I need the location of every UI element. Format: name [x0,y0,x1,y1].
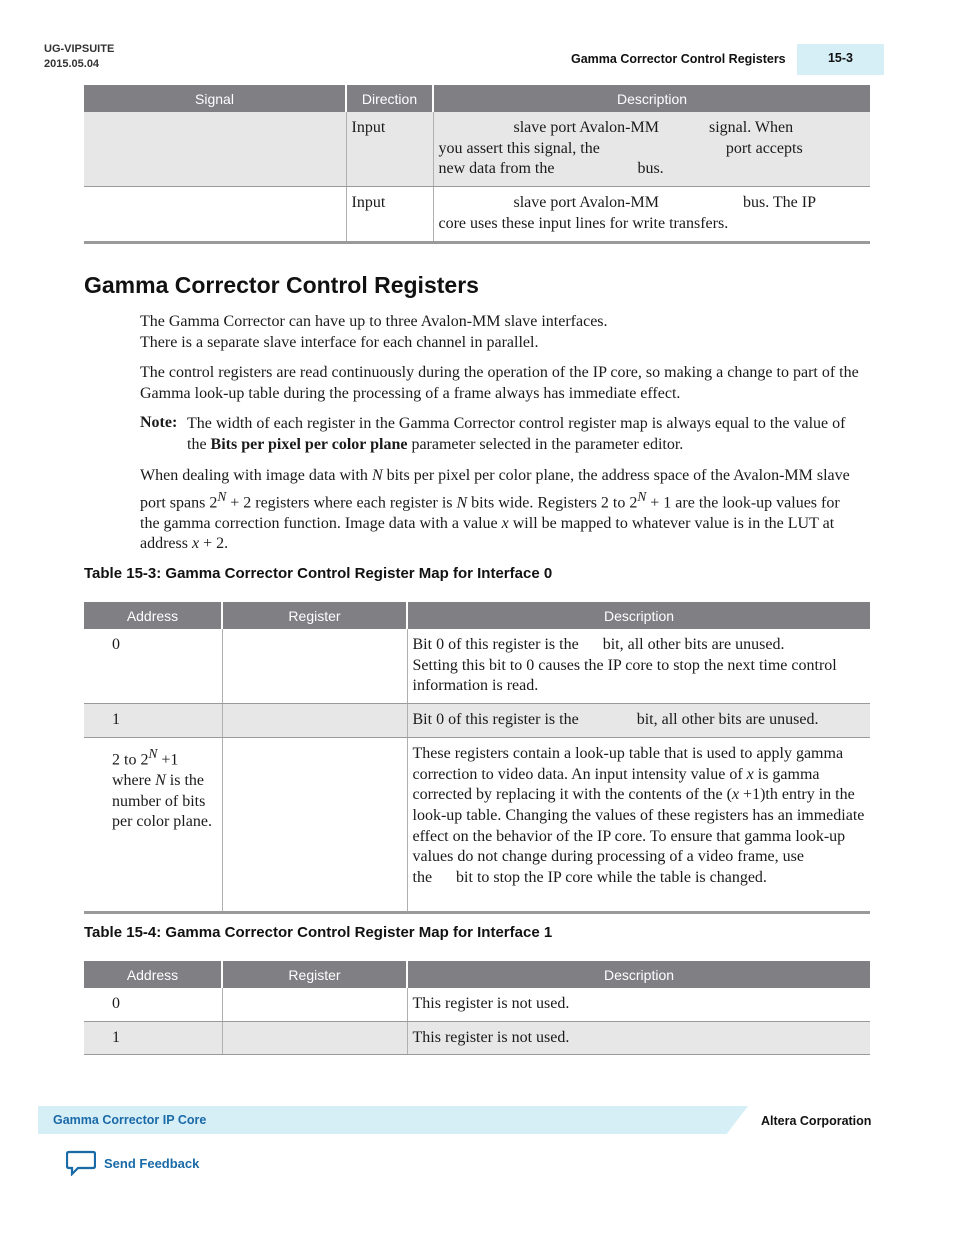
table-row [84,988,870,1021]
table-row [84,1021,870,1055]
table-row [84,737,870,912]
description-cell: Bit 0 of this register is the bit, all other bits are unused. [407,704,870,738]
note-text: The width of each register in the Gamma Corrector control register map is always equal to the value of the Bits per pixel per color plane parameter selected in the parameter editor. [187,415,846,453]
column-header: Description [433,85,870,112]
table-header-row [84,85,870,112]
direction-cell: Input [346,112,433,187]
control-registers-paragraph: The control registers are read continuously during the operation of the IP core, so making a change to part of the Gamma look-up table during the processing of a frame always has immediate effect. [140,364,859,402]
direction-cell: Input [346,187,433,242]
register-map-interface-0 [84,602,870,914]
address-cell: 0 [84,988,222,1021]
table-row [84,112,870,187]
signal-table [84,85,870,244]
speech-bubble-icon [66,1150,96,1176]
doc-id: UG-VIPSUITE [44,43,115,55]
register-cell [222,988,407,1021]
section-heading: Gamma Corrector Control Registers [84,272,479,298]
doc-header-meta [44,42,114,72]
table-row [84,187,870,242]
doc-date: 2015.05.04 [44,58,100,70]
address-cell: 2 to $2^N +1$ where N is the number of bits per color plane. [84,737,222,912]
footer-company: Altera Corporation [761,1114,872,1128]
table-header-row [84,602,870,629]
register-cell [222,737,407,912]
column-header: Description [407,961,870,988]
column-header: Direction [346,85,433,112]
column-header: Register [222,602,407,629]
intro-paragraph: The Gamma Corrector can have up to three Avalon-MM slave interfaces. There is a separate slave interface for each channel in parallel. [140,313,608,351]
description-cell: slave port Avalon-MM signal. When you assert this signal, the port accepts new data from the bus. [433,112,870,187]
register-cell [222,629,407,704]
address-cell: 1 [84,1021,222,1055]
running-section-title: Gamma Corrector Control Registers [571,52,786,66]
footer-chapter-link[interactable]: Gamma Corrector IP Core [53,1113,207,1127]
address-cell: 1 [84,704,222,738]
column-header: Register [222,961,407,988]
table-caption: Table 15-3: Gamma Corrector Control Register Map for Interface 0 [84,565,553,582]
description-cell: These registers contain a look-up table that is used to apply gamma correction to video data. An input intensity value of x is gamma corrected by replacing it with the contents of the (x +1)th entry in the look-up table. Changing the values of these registers has an immediate effect on the behavior of the IP core. To ensure that gamma look-up values do not change during processing of a video frame, use the bit to stop the IP core while the table is changed. [407,737,870,912]
column-header: Address [84,961,222,988]
column-header: Description [407,602,870,629]
page-number: 15-3 [797,44,884,75]
column-header: Signal [84,85,346,112]
description-cell: This register is not used. [407,1021,870,1055]
signal-cell [84,112,346,187]
register-cell [222,1021,407,1055]
description-cell: slave port Avalon-MM bus. The IP core uses these input lines for write transfers. [433,187,870,242]
table-row [84,704,870,738]
table-caption: Table 15-4: Gamma Corrector Control Register Map for Interface 1 [84,924,553,941]
register-map-interface-1 [84,961,870,1055]
description-cell: This register is not used. [407,988,870,1021]
description-cell: Bit 0 of this register is the bit, all other bits are unused. Setting this bit to 0 causes the IP core to stop the next time control information is read. [407,629,870,704]
table-row [84,629,870,704]
note-label: Note: [140,414,178,431]
table-header-row [84,961,870,988]
address-cell: 0 [84,629,222,704]
register-cell [222,704,407,738]
send-feedback-link[interactable] [66,1150,199,1176]
column-header: Address [84,602,222,629]
signal-cell [84,187,346,242]
address-space-paragraph: When dealing with image data with N bits per pixel per color plane, the address space of the Avalon-MM slave port spans $2^N + 2$ registers where each register is N bits wide. Registers 2 to $2^N + 1$ are the look-up values for the gamma correction function. Image data with a value x will be mapped to whatever value is in the LUT at address x + 2. [140,467,850,553]
send-feedback-label: Send Feedback [104,1155,200,1171]
